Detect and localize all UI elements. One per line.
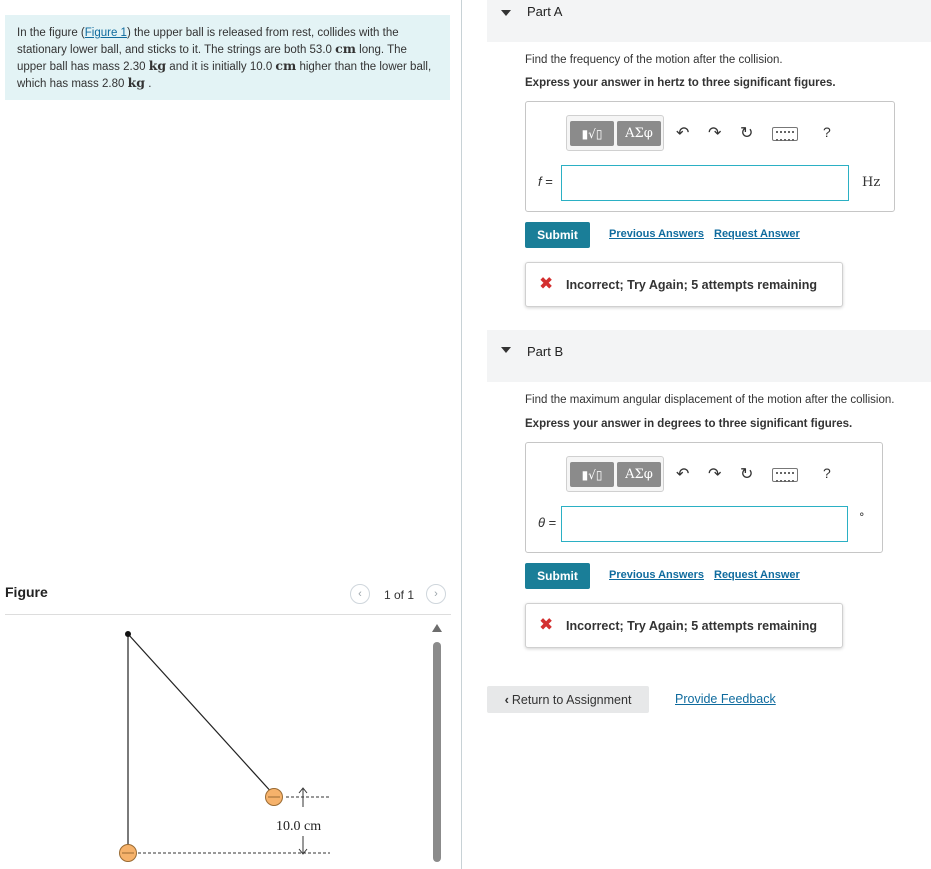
collapse-triangle-icon[interactable] <box>501 10 511 16</box>
reset-icon[interactable]: ↻ <box>740 466 754 483</box>
part-a-answer-box <box>525 101 895 212</box>
variable-symbol: f <box>538 174 542 189</box>
problem-text: . <box>145 78 152 90</box>
part-a-request-answer-link[interactable]: Request Answer <box>714 228 800 240</box>
part-a-feedback <box>525 262 843 307</box>
answer-unit: ° <box>859 511 865 524</box>
answer-unit: Hz <box>862 175 881 190</box>
next-figure-button[interactable]: › <box>426 584 446 604</box>
part-b-question: Find the maximum angular displacement of the motion after the collision. <box>525 394 895 406</box>
undo-icon[interactable]: ↶ <box>676 466 690 483</box>
answer-variable-label <box>538 515 556 530</box>
redo-icon[interactable]: ↷ <box>708 466 722 483</box>
variable-symbol: θ <box>538 515 546 530</box>
unit-cm: cm <box>335 41 356 56</box>
feedback-text: Incorrect; Try Again; 5 attempts remaining <box>566 619 817 633</box>
math-toolbar <box>566 456 856 492</box>
part-b-hint: Express your answer in degrees to three significant figures. <box>525 418 853 430</box>
part-a-title: Part A <box>527 4 563 19</box>
return-to-assignment-button[interactable] <box>487 686 649 713</box>
figure-scrollbar[interactable] <box>432 624 442 869</box>
figure-heading: Figure <box>5 584 48 600</box>
part-a-hint: Express your answer in hertz to three significant figures. <box>525 77 836 89</box>
equals-sign: = <box>541 174 553 189</box>
return-label: Return to Assignment <box>511 692 632 707</box>
part-b-title: Part B <box>527 344 564 359</box>
problem-text: In the figure ( <box>17 27 85 39</box>
keyboard-icon[interactable] <box>772 468 798 482</box>
unit-cm: cm <box>275 58 297 73</box>
problem-text: ) the upper ball is released from rest, collides with the stationary lower ball, and sticks to it. The strings are both 53.0 <box>17 27 399 56</box>
greek-symbols-button[interactable]: ΑΣφ <box>617 462 661 487</box>
answer-variable-label <box>538 174 553 189</box>
left-pane <box>0 0 462 869</box>
undo-icon[interactable]: ↶ <box>676 125 690 142</box>
help-icon[interactable]: ? <box>823 465 831 481</box>
part-b-feedback <box>525 603 843 648</box>
problem-text: and it is initially 10.0 <box>166 61 276 73</box>
part-b-answer-input[interactable] <box>561 506 848 542</box>
part-a-previous-answers-link[interactable]: Previous Answers <box>609 228 704 240</box>
part-b-answer-box <box>525 442 883 553</box>
pendulum-figure <box>100 624 340 869</box>
problem-statement <box>5 15 450 100</box>
pager-text: 1 of 1 <box>384 588 415 602</box>
problem-text: higher than the lower ball, which has mass 2.80 <box>17 61 432 90</box>
part-a-header[interactable] <box>487 0 931 42</box>
scroll-thumb[interactable] <box>433 642 441 862</box>
feedback-text: Incorrect; Try Again; 5 attempts remaining <box>566 278 817 292</box>
collapse-triangle-icon[interactable] <box>501 347 511 353</box>
equals-sign: = <box>545 515 557 530</box>
part-b-previous-answers-link[interactable]: Previous Answers <box>609 569 704 581</box>
prev-figure-button[interactable]: ‹ <box>350 584 370 604</box>
part-a-submit-button[interactable]: Submit <box>525 222 590 248</box>
problem-text: long. The upper ball has mass 2.30 <box>17 44 407 73</box>
part-a-question: Find the frequency of the motion after the collision. <box>525 54 783 66</box>
help-icon[interactable]: ? <box>823 124 831 140</box>
redo-icon[interactable]: ↷ <box>708 125 722 142</box>
templates-button[interactable]: ▮√▯ <box>570 462 614 487</box>
toolbar-group <box>566 456 664 492</box>
keyboard-icon[interactable] <box>772 127 798 141</box>
provide-feedback-link[interactable]: Provide Feedback <box>675 692 776 706</box>
toolbar-group <box>566 115 664 151</box>
greek-symbols-button[interactable]: ΑΣφ <box>617 121 661 146</box>
incorrect-x-icon: ✖ <box>539 274 554 293</box>
upper-string <box>128 634 274 795</box>
figure-link[interactable]: Figure 1 <box>84 27 127 39</box>
part-a-answer-input[interactable] <box>561 165 849 201</box>
right-pane <box>462 0 931 869</box>
part-b-request-answer-link[interactable]: Request Answer <box>714 569 800 581</box>
figure-pager <box>350 584 450 606</box>
divider <box>5 614 451 615</box>
chevron-left-icon: ‹ <box>504 692 509 707</box>
reset-icon[interactable]: ↻ <box>740 125 754 142</box>
height-label: 10.0 cm <box>276 819 322 834</box>
incorrect-x-icon: ✖ <box>539 615 554 634</box>
templates-button[interactable]: ▮√▯ <box>570 121 614 146</box>
unit-kg: kg <box>127 75 145 90</box>
part-b-submit-button[interactable]: Submit <box>525 563 590 589</box>
part-b-header[interactable] <box>487 330 931 382</box>
scroll-up-arrow-icon[interactable] <box>432 624 442 632</box>
pivot-point <box>125 631 131 637</box>
math-toolbar <box>566 115 856 151</box>
unit-kg: kg <box>148 58 167 73</box>
